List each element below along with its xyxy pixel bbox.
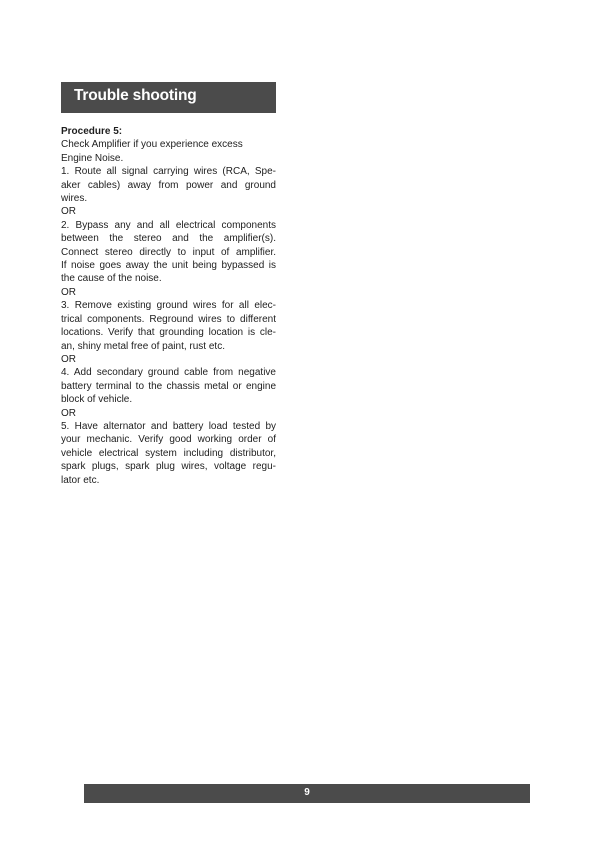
step-4-line: battery terminal to the chassis metal or engine (61, 380, 276, 392)
page-number: 9 (304, 787, 310, 798)
section-title: Trouble shooting (74, 87, 197, 104)
step-2-line: the cause of the noise. (61, 273, 162, 285)
step-3-line: trical components. Reground wires to different (61, 313, 276, 325)
step-2-line: If noise goes away the unit being bypassed is (61, 260, 276, 272)
procedure-heading: Procedure 5: (61, 126, 123, 137)
step-2-line: between the stereo and the amplifier(s). (61, 233, 276, 245)
page-footer-bar (84, 784, 530, 803)
or-separator: OR (61, 206, 76, 218)
step-5-line: vehicle electrical system including distributor, (61, 447, 276, 459)
or-separator: OR (61, 286, 76, 298)
procedure-content (61, 125, 276, 487)
or-separator: OR (61, 407, 76, 419)
section-header-bar (61, 82, 276, 113)
step-4-line: 4. Add secondary ground cable from negative (61, 367, 276, 379)
step-3-line: locations. Verify that grounding location is cle- (61, 327, 276, 339)
step-1-line: wires. (61, 193, 88, 205)
or-separator: OR (61, 353, 76, 365)
step-3-line: an, shiny metal free of paint, rust etc. (61, 340, 225, 352)
step-5-line: spark plugs, spark plug wires, voltage regu- (61, 461, 276, 473)
step-3-line: 3. Remove existing ground wires for all elec- (61, 300, 276, 312)
step-2-line: 2. Bypass any and all electrical components (61, 219, 276, 231)
step-5-line: your mechanic. Verify good working order of (61, 434, 276, 446)
intro-line: Check Amplifier if you experience excess (61, 139, 243, 151)
step-2-line: Connect stereo directly to input of amplifier. (61, 246, 276, 258)
step-5-line: lator etc. (61, 474, 100, 486)
step-1-line: aker cables) away from power and ground (61, 179, 276, 191)
step-4-line: block of vehicle. (61, 394, 133, 406)
intro-line: Engine Noise. (61, 152, 124, 164)
step-1-line: 1. Route all signal carrying wires (RCA, Spe- (61, 166, 276, 178)
step-5-line: 5. Have alternator and battery load tested by (61, 420, 276, 432)
